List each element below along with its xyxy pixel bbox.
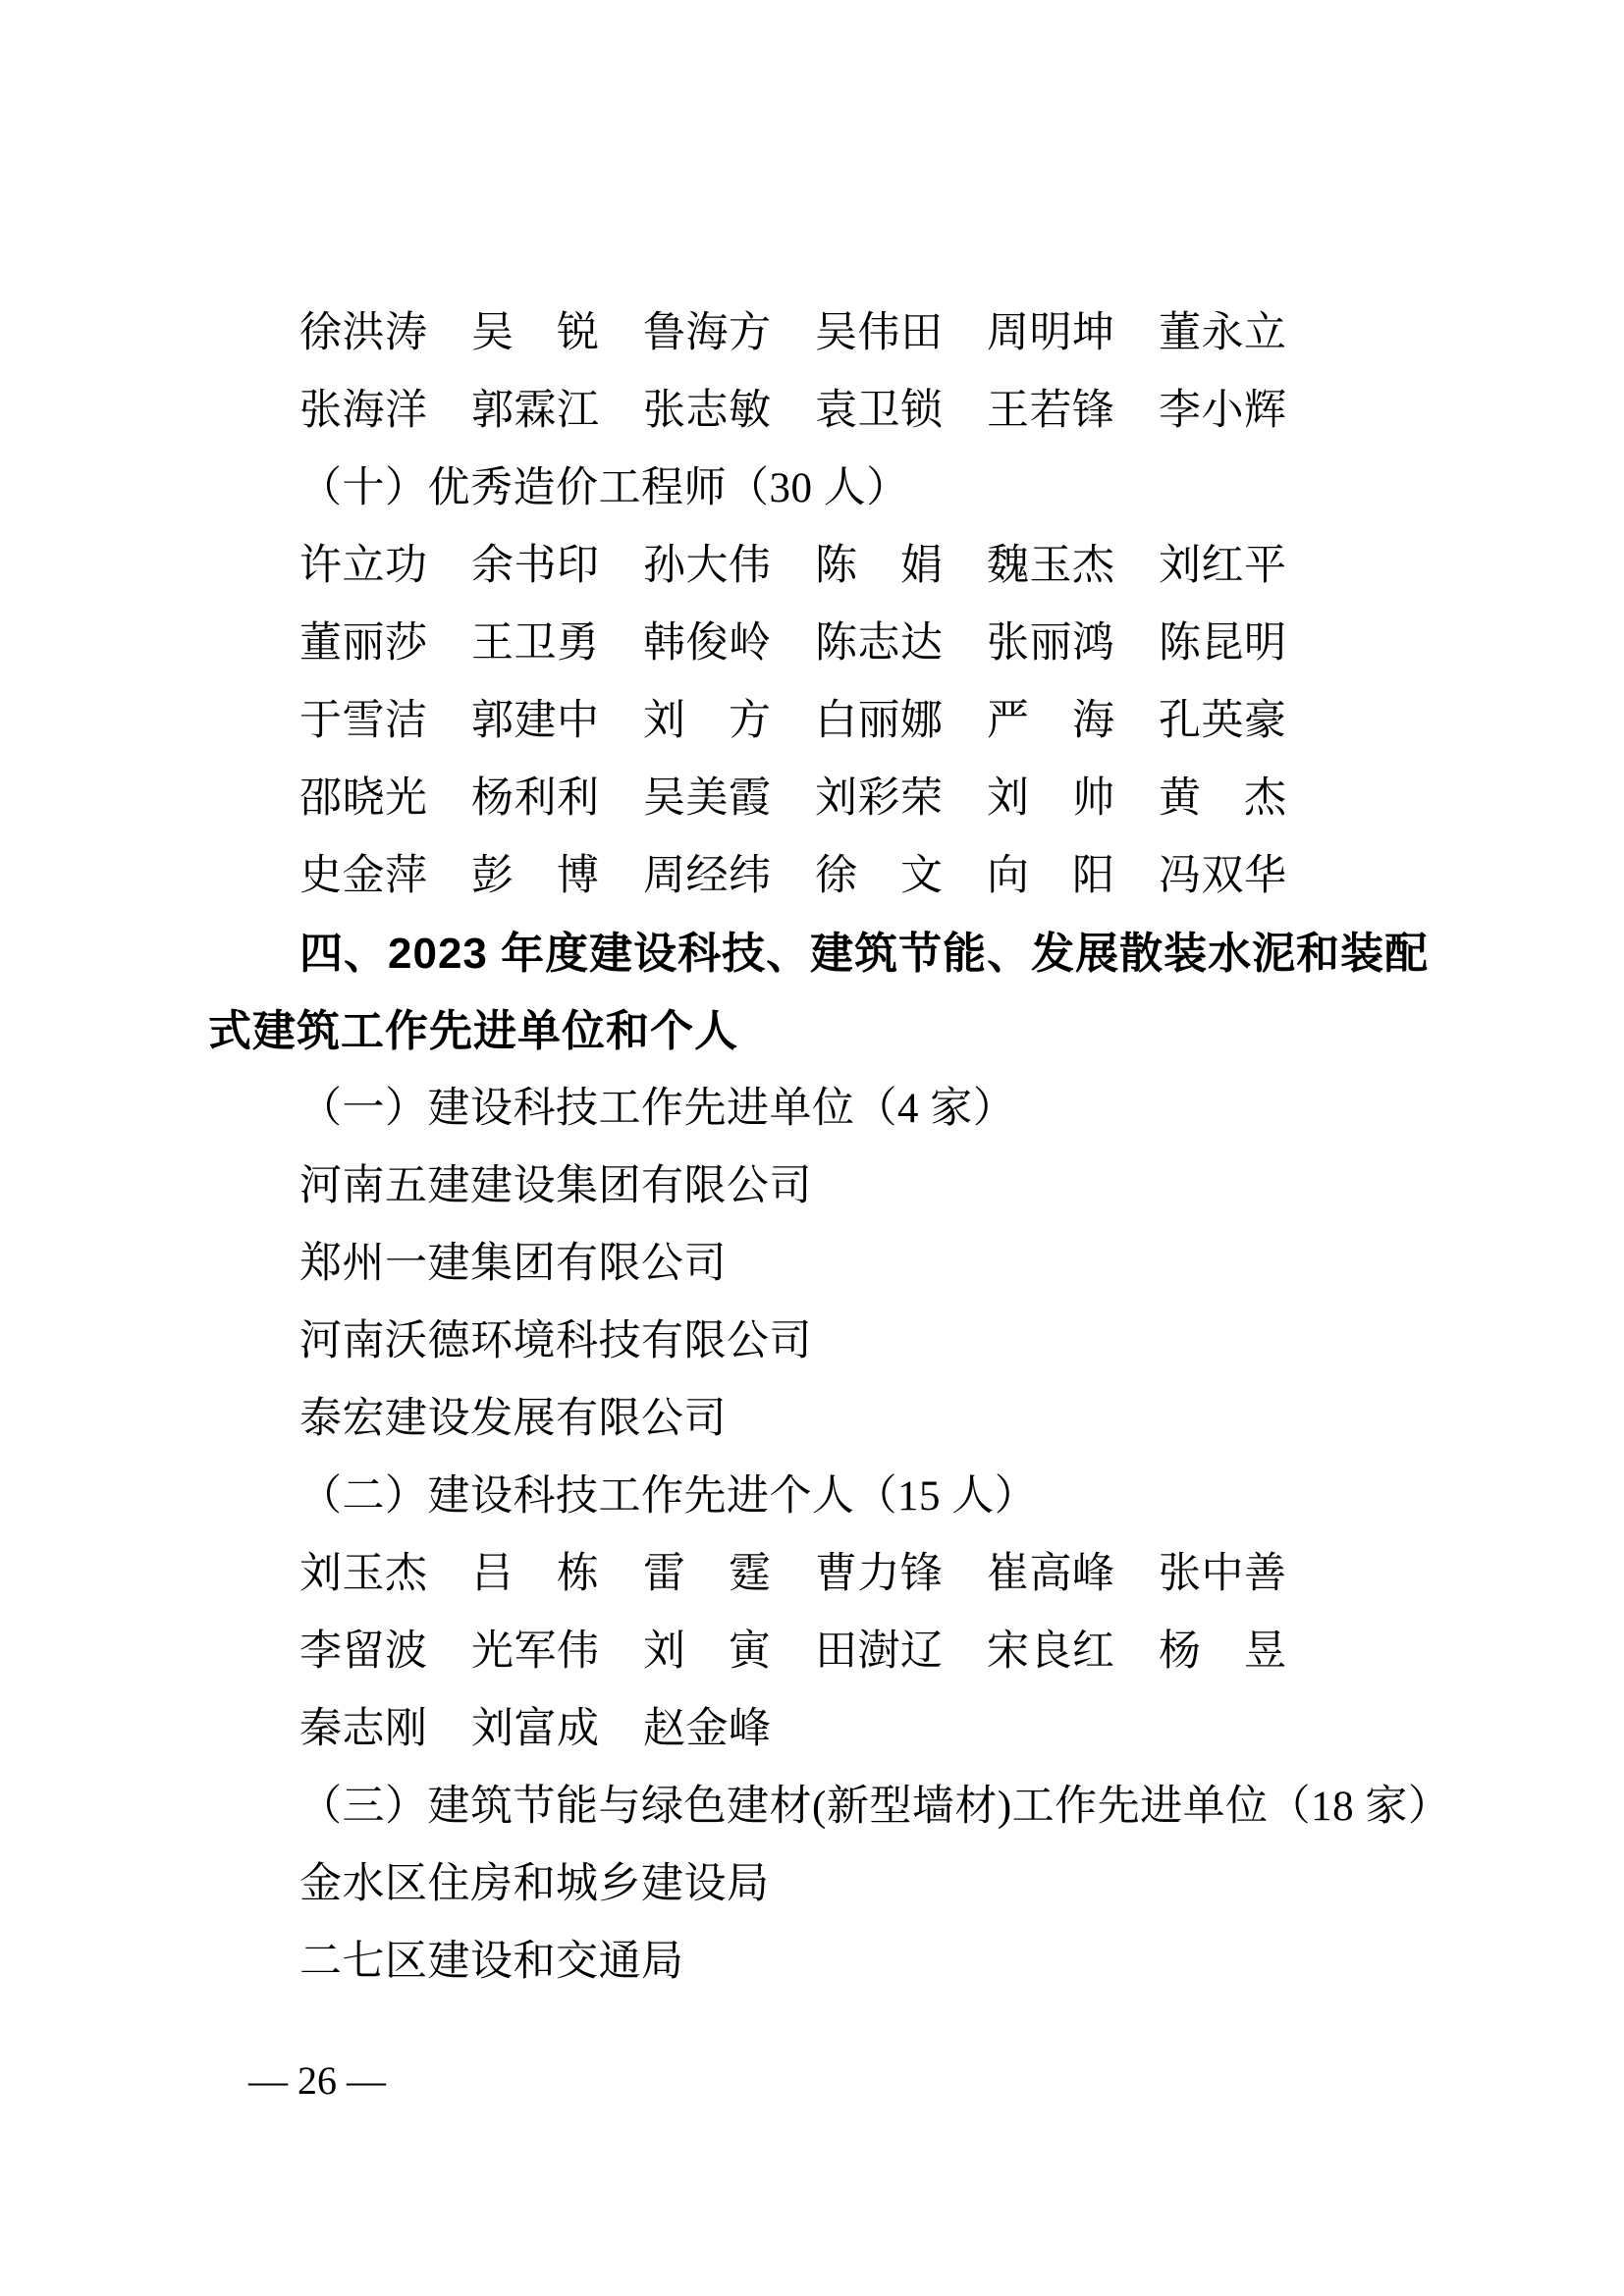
person-name: 刘 寅 (643, 1629, 772, 1675)
person-name: 陈 娟 (815, 543, 944, 589)
person-name: 严 海 (987, 698, 1115, 744)
company-name: 河南五建建设集团有限公司 (299, 1163, 812, 1209)
person-name: 孔英豪 (1159, 698, 1287, 744)
person-name: 周经纬 (643, 853, 772, 899)
person-name: 雷 霆 (643, 1551, 772, 1597)
person-name: 宋良红 (987, 1629, 1115, 1675)
person-name: 向 阳 (987, 853, 1115, 899)
person-name: 刘富成 (471, 1706, 600, 1752)
names-row (208, 527, 1445, 605)
person-name: 崔高峰 (987, 1551, 1115, 1597)
person-name: 秦志刚 (299, 1706, 428, 1752)
person-name: 彭 博 (471, 853, 600, 899)
names-row (208, 1613, 1445, 1690)
company-name: 二七区建设和交通局 (299, 1939, 684, 1985)
names-row (208, 682, 1445, 760)
person-name: 徐 文 (815, 853, 944, 899)
page-number: — 26 — (248, 2058, 386, 2103)
person-name: 刘彩荣 (815, 775, 944, 822)
person-name: 刘 帅 (987, 775, 1115, 822)
subsection-heading-10: （十）优秀造价工程师（30 人） (299, 465, 909, 511)
document-body (208, 294, 1451, 2001)
subsection-heading-3: （三）建筑节能与绿色建材(新型墙材)工作先进单位（18 家） (299, 1784, 1451, 1830)
person-name: 吕 栋 (471, 1551, 600, 1597)
company-name: 金水区住房和城乡建设局 (299, 1861, 770, 1907)
section-title-line1: 四、2023 年度建设科技、建筑节能、发展散装水泥和装配 (299, 930, 1430, 978)
names-row (208, 760, 1445, 837)
person-name: 杨 昱 (1159, 1629, 1287, 1675)
company-name: 泰宏建设发展有限公司 (299, 1396, 727, 1442)
person-name: 白丽娜 (815, 698, 944, 744)
person-name: 赵金峰 (643, 1706, 772, 1752)
person-name: 冯双华 (1159, 853, 1287, 899)
names-row (208, 605, 1445, 682)
names-row (208, 294, 1445, 372)
subsection-heading-1: （一）建设科技工作先进单位（4 家） (299, 1086, 1016, 1132)
person-name: 张海洋 (299, 388, 428, 434)
person-name: 徐洪涛 (299, 310, 428, 356)
section-title-line2: 式建筑工作先进单位和个人 (208, 1007, 738, 1055)
person-name: 吴美霞 (643, 775, 772, 822)
person-name: 吴 锐 (471, 310, 600, 356)
person-name: 刘玉杰 (299, 1551, 428, 1597)
person-name: 李小辉 (1159, 388, 1287, 434)
person-name: 于雪洁 (299, 698, 428, 744)
names-row (208, 837, 1445, 915)
person-name: 周明坤 (987, 310, 1115, 356)
person-name: 余书印 (471, 543, 600, 589)
person-name: 黄 杰 (1159, 775, 1287, 822)
person-name: 魏玉杰 (987, 543, 1115, 589)
person-name: 郭霖江 (471, 388, 600, 434)
person-name: 韩俊岭 (643, 620, 772, 667)
person-name: 刘红平 (1159, 543, 1287, 589)
person-name: 田澍辽 (815, 1629, 944, 1675)
person-name: 张丽鸿 (987, 620, 1115, 667)
names-row (208, 372, 1445, 450)
person-name: 邵晓光 (299, 775, 428, 822)
person-name: 杨利利 (471, 775, 600, 822)
person-name: 张志敏 (643, 388, 772, 434)
person-name: 董永立 (1159, 310, 1287, 356)
names-row (208, 1535, 1445, 1613)
person-name: 陈志达 (815, 620, 944, 667)
person-name: 袁卫锁 (815, 388, 944, 434)
person-name: 史金萍 (299, 853, 428, 899)
person-name: 刘 方 (643, 698, 772, 744)
person-name: 李留波 (299, 1629, 428, 1675)
person-name: 孙大伟 (643, 543, 772, 589)
subsection-heading-2: （二）建设科技工作先进个人（15 人） (299, 1473, 1038, 1520)
names-row (208, 1690, 1445, 1768)
person-name: 陈昆明 (1159, 620, 1287, 667)
person-name: 王卫勇 (471, 620, 600, 667)
person-name: 董丽莎 (299, 620, 428, 667)
person-name: 郭建中 (471, 698, 600, 744)
person-name: 鲁海方 (643, 310, 772, 356)
company-name: 郑州一建集团有限公司 (299, 1241, 727, 1287)
person-name: 光军伟 (471, 1629, 600, 1675)
person-name: 曹力锋 (815, 1551, 944, 1597)
person-name: 王若锋 (987, 388, 1115, 434)
person-name: 许立功 (299, 543, 428, 589)
company-name: 河南沃德环境科技有限公司 (299, 1318, 812, 1364)
person-name: 吴伟田 (815, 310, 944, 356)
person-name: 张中善 (1159, 1551, 1287, 1597)
